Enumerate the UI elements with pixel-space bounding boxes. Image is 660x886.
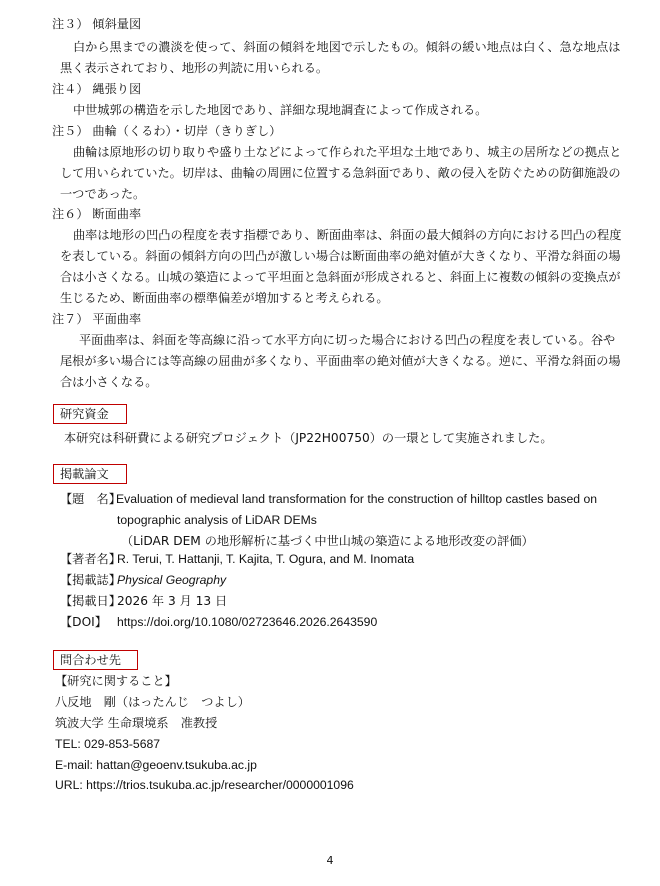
publication-title-row xyxy=(60,491,620,507)
note-6-heading: 注６） 断面曲率 xyxy=(52,207,142,221)
authors-value: R. Terui, T. Hattanji, T. Kajita, T. Ogura, and M. Inomata xyxy=(117,552,415,566)
publication-heading: 掲載論文 xyxy=(53,464,127,484)
doi-row xyxy=(60,614,620,630)
note-6-body-line: 合は小さくなる。山城の築造によって平坦面と急斜面が形成されると、斜面上に複数の傾斜の変換点が xyxy=(60,270,621,284)
note-7-body-line: 尾根が多い場合には等高線の屈曲が多くなり、平面曲率の絶対値が大きくなる。逆に、平滑な斜面の場 xyxy=(60,354,621,368)
contact-heading: 問合わせ先 xyxy=(53,650,138,670)
note-4-heading: 注４） 縄張り図 xyxy=(52,82,142,96)
doi-link[interactable]: https://doi.org/10.1080/02723646.2026.2643590 xyxy=(117,615,378,629)
date-label: 【掲載日】 xyxy=(60,594,121,608)
date-row xyxy=(60,593,620,609)
contact-name: 八反地 剛（はったんじ つよし） xyxy=(55,695,250,709)
doi-label: 【DOI】 xyxy=(60,615,107,629)
title-en-line-1: Evaluation of medieval land transformation for the construction of hilltop castles based on xyxy=(116,492,598,506)
funding-heading: 研究資金 xyxy=(53,404,127,424)
journal-value: Physical Geography xyxy=(117,573,227,587)
note-5-body-line: 曲輪は原地形の切り取りや盛り土などによって作られた平坦な土地であり、城主の居所などの拠点と xyxy=(73,145,622,159)
note-3-body-line: 白から黒までの濃淡を使って、斜面の傾斜を地図で示したもの。傾斜の緩い地点は白く、急な地点は xyxy=(73,40,621,54)
note-4-body-line: 中世城郭の構造を示した地図であり、詳細な現地調査によって作成される。 xyxy=(73,103,488,117)
contact-tel: TEL: 029-853-5687 xyxy=(55,737,161,751)
contact-subheading: 【研究に関すること】 xyxy=(55,674,177,688)
title-label: 【題 名】 xyxy=(60,492,121,506)
authors-label: 【著者名】 xyxy=(60,552,121,566)
note-3-body-line: 黒く表示されており、地形の判読に用いられる。 xyxy=(60,61,329,75)
journal-label: 【掲載誌】 xyxy=(60,573,121,587)
contact-email[interactable]: E-mail: hattan@geoenv.tsukuba.ac.jp xyxy=(55,758,257,772)
note-5-body-line: して用いられていた。切岸は、曲輪の周囲に位置する急斜面であり、敵の侵入を防ぐための防御施設の xyxy=(60,166,621,180)
note-3-heading: 注３） 傾斜量図 xyxy=(52,17,142,31)
note-7-heading: 注７） 平面曲率 xyxy=(52,312,142,326)
title-ja: （LiDAR DEM の地形解析に基づく中世山城の築造による地形改変の評価） xyxy=(121,534,534,548)
funding-text: 本研究は科研費による研究プロジェクト（JP22H00750）の一環として実施されました。 xyxy=(64,431,553,445)
page-number: 4 xyxy=(326,854,334,867)
note-6-body-line: を表している。斜面の傾斜方向の凹凸が激しい場合は断面曲率の絶対値が大きくなり、平滑な斜面の場 xyxy=(60,249,621,263)
contact-url[interactable]: URL: https://trios.tsukuba.ac.jp/researcher/0000001096 xyxy=(55,778,354,792)
note-7-body-line: 平面曲率は、斜面を等高線に沿って水平方向に切った場合における凹凸の程度を表している。谷や xyxy=(79,333,616,347)
journal-row xyxy=(60,572,620,588)
title-en-line-2: topographic analysis of LiDAR DEMs xyxy=(117,513,317,527)
note-5-body-line: 一つであった。 xyxy=(60,187,146,201)
note-6-body-line: 曲率は地形の凹凸の程度を表す指標であり、断面曲率は、斜面の最大傾斜の方向における凹凸の程度 xyxy=(73,228,622,242)
date-value: 2026 年 3 月 13 日 xyxy=(117,594,228,608)
contact-affiliation: 筑波大学 生命環境系 准教授 xyxy=(55,716,218,730)
note-5-heading: 注５） 曲輪（くるわ）・切岸（きりぎし） xyxy=(52,124,282,138)
note-7-body-line: 合は小さくなる。 xyxy=(60,375,158,389)
note-6-body-line: 生じるため、断面曲率の標準偏差が増加すると考えられる。 xyxy=(60,291,389,305)
authors-row xyxy=(60,551,620,567)
